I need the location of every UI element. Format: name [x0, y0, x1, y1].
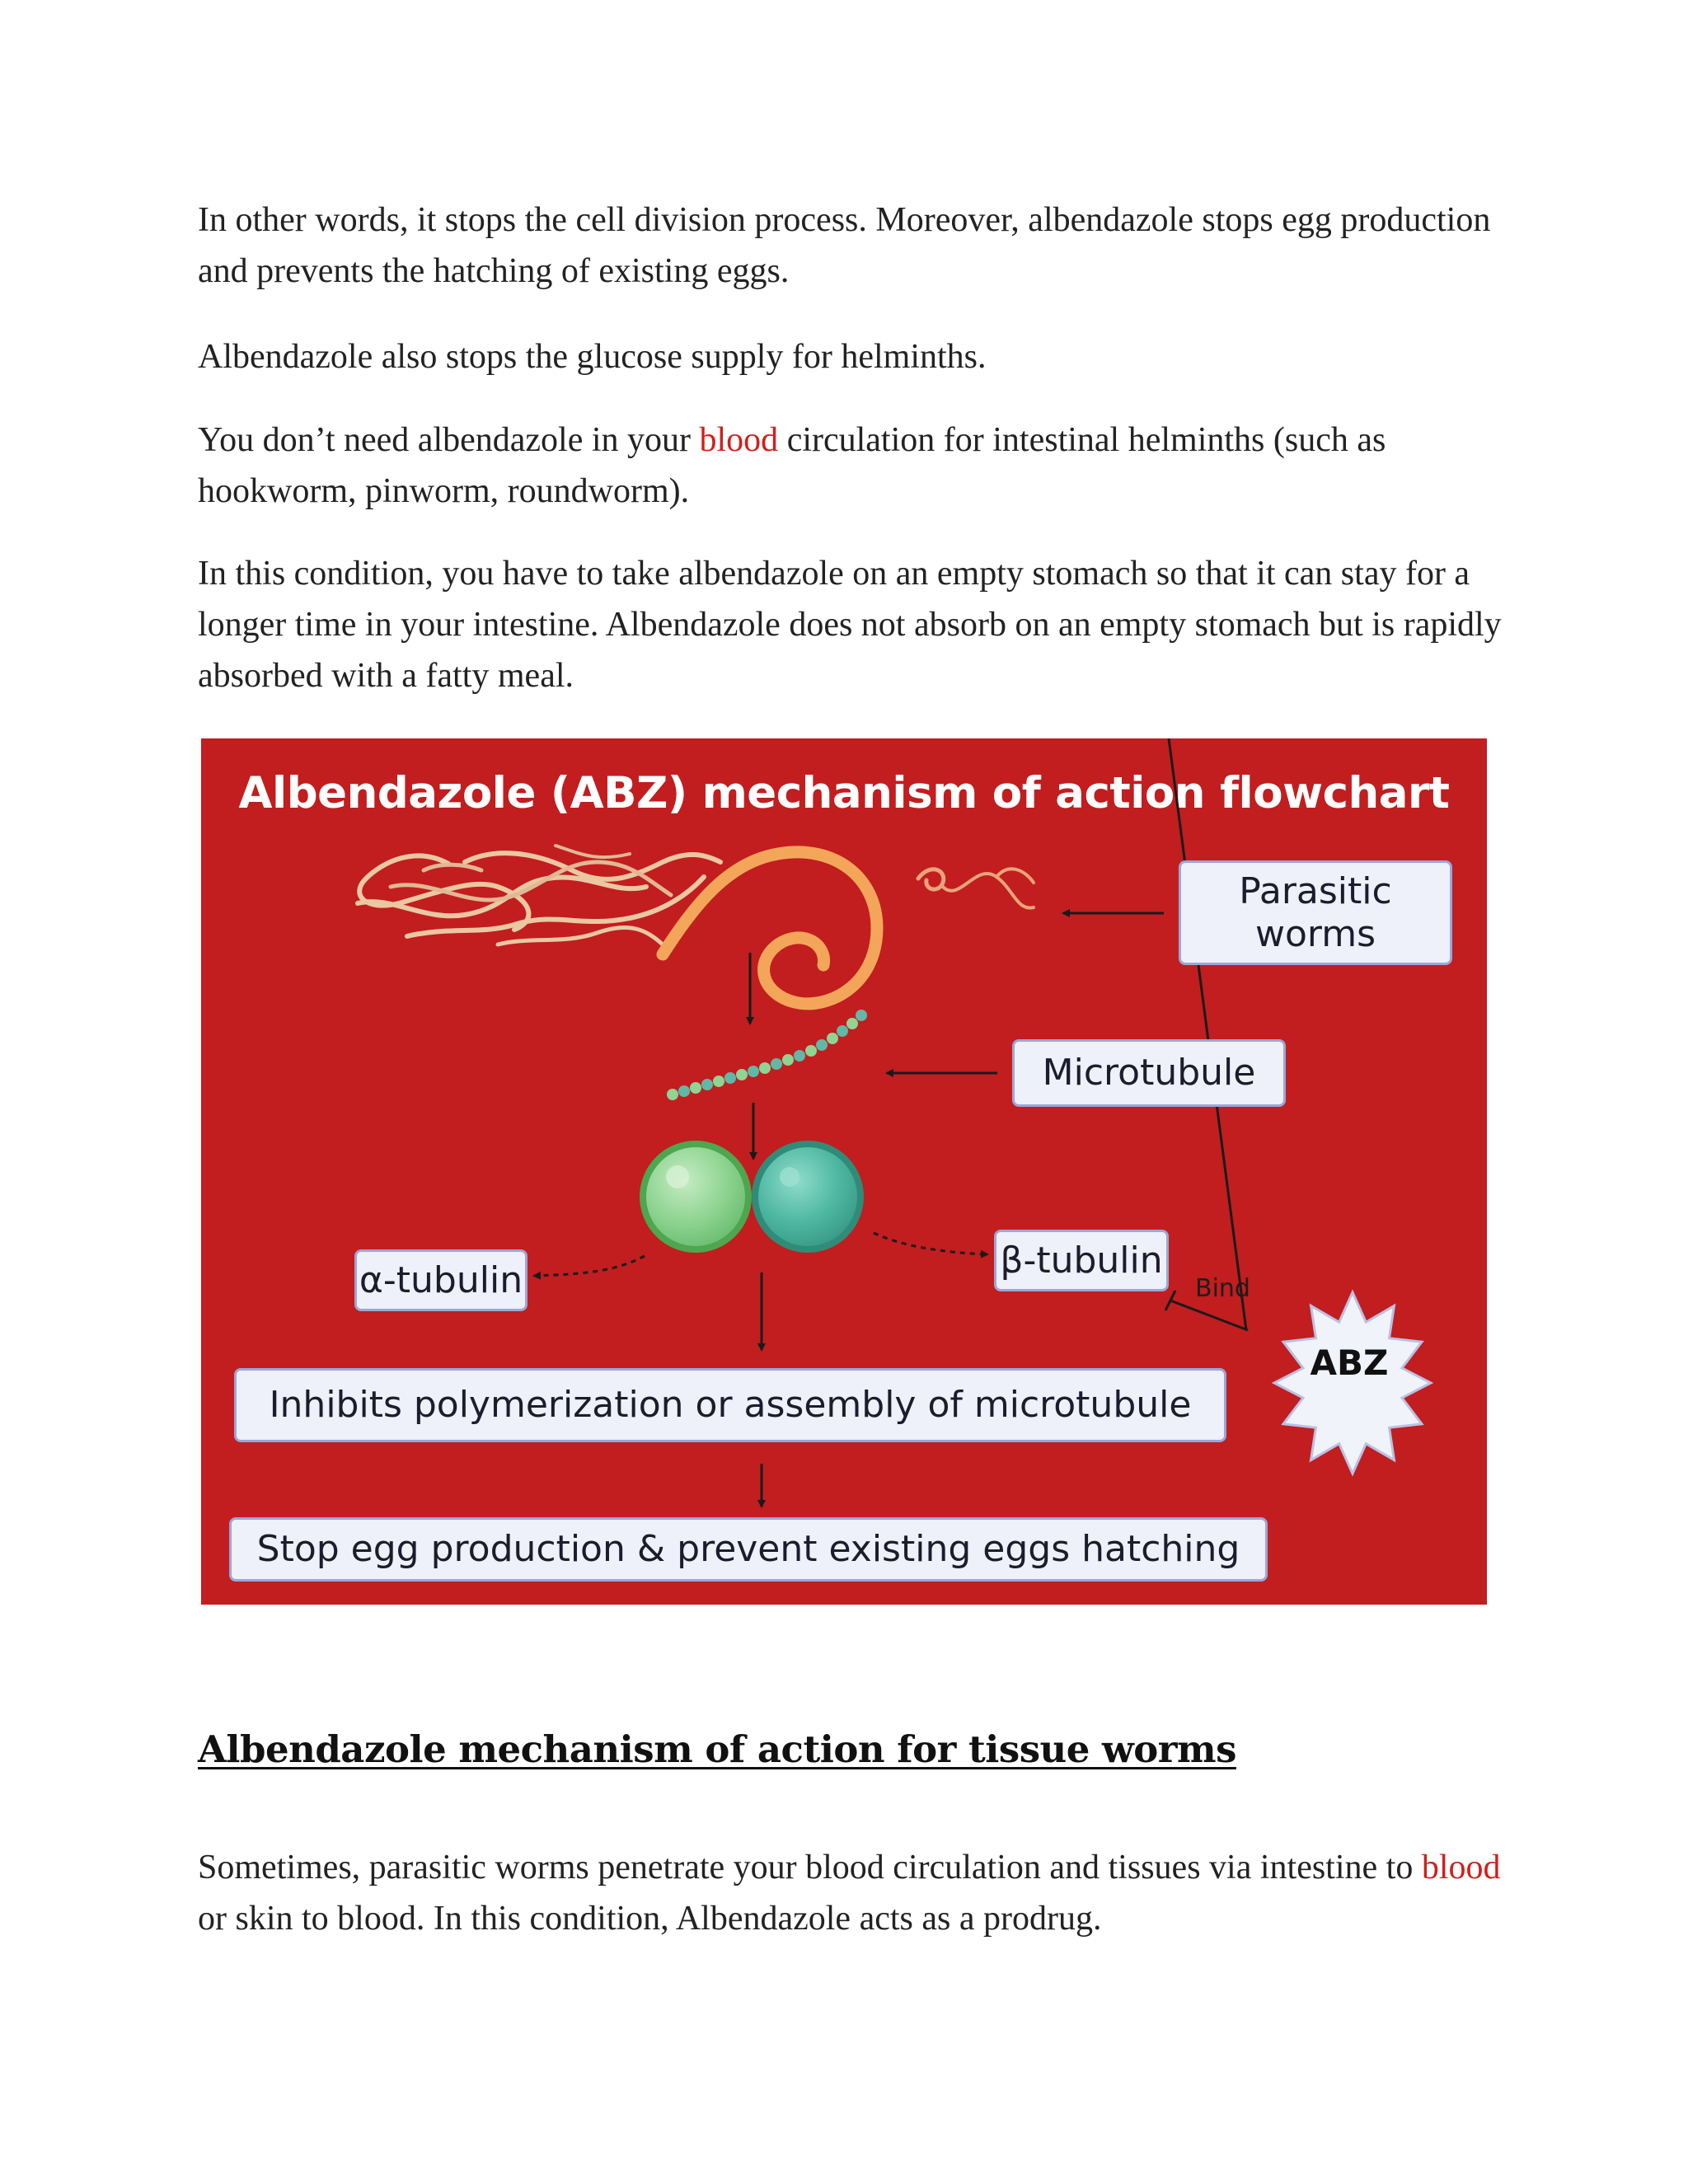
- paragraph-prodrug: [198, 1842, 1517, 1944]
- abz-label: ABZ: [1310, 1343, 1389, 1383]
- beta-tubulin-box: [994, 1230, 1169, 1291]
- paragraph-empty-stomach: In this condition, you have to take albendazole on an empty stomach so that it can stay for a longer time in your intestine. Albendazole does not absorb on an empty stomach but is rapidly absorbed with a fatty meal.: [198, 555, 1502, 695]
- box-label: Parasitic worms: [1239, 869, 1392, 955]
- box-label: β-tubulin: [1000, 1239, 1163, 1282]
- alpha-tubulin-box: [354, 1249, 528, 1311]
- paragraph-blood-circulation: [198, 415, 1517, 517]
- section-heading-tissue-worms: Albendazole mechanism of action for tissue worms: [198, 1727, 1236, 1771]
- inhibits-polymerization-box: [234, 1368, 1226, 1442]
- microtubule-box: [1012, 1039, 1286, 1107]
- parasitic-worms-illustration: [358, 846, 1034, 1004]
- abz-starburst: [1274, 1292, 1431, 1474]
- paragraph-cell-division: In other words, it stops the cell division process. Moreover, albendazole stops egg production and prevents the hatching of existing eggs.: [198, 201, 1491, 290]
- blood-link[interactable]: blood: [1421, 1849, 1501, 1886]
- microtubule-illustration: [667, 1010, 867, 1100]
- box-label: Microtubule: [1042, 1052, 1256, 1094]
- box-label: α-tubulin: [359, 1258, 523, 1301]
- paragraph-text: or skin to blood. In this condition, Albendazole acts as a prodrug.: [198, 1900, 1102, 1938]
- paragraph-text: circulation for intestinal helminths (such as hookworm, pinworm, roundworm).: [198, 421, 1386, 510]
- parasitic-worms-box: [1179, 860, 1452, 965]
- paragraph-text: Sometimes, parasitic worms penetrate your blood circulation and tissues via intestine to: [198, 1849, 1422, 1886]
- paragraph-glucose: Albendazole also stops the glucose supply for helminths.: [198, 338, 987, 376]
- flowchart-title: Albendazole (ABZ) mechanism of action flowchart: [238, 768, 1450, 818]
- box-label: Inhibits polymerization or assembly of microtubule: [269, 1384, 1192, 1426]
- tubulin-dimer-illustration: [643, 1144, 860, 1249]
- stop-egg-production-box: [229, 1517, 1268, 1582]
- paragraph-text: You don’t need albendazole in your: [198, 421, 700, 459]
- bind-label: Bind: [1195, 1274, 1250, 1303]
- box-label: Stop egg production & prevent existing eggs hatching: [256, 1528, 1240, 1570]
- abz-flowchart: [201, 738, 1487, 1605]
- blood-link[interactable]: blood: [699, 421, 779, 459]
